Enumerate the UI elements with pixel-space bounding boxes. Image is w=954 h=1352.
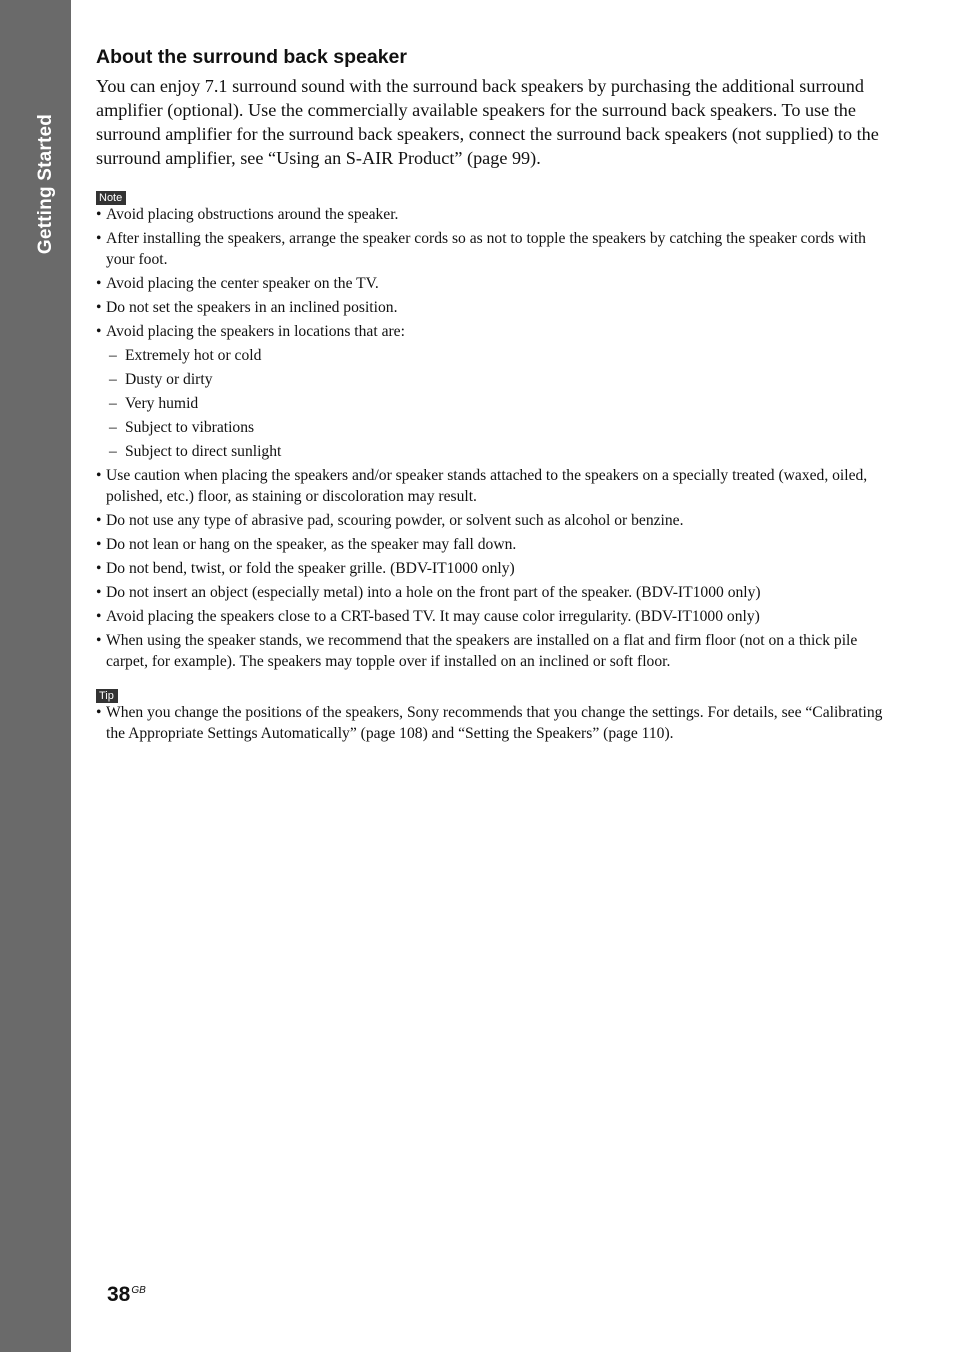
location-subitem: – Subject to direct sunlight (96, 441, 896, 462)
location-subitem: – Extremely hot or cold (96, 345, 896, 366)
note-item: • Avoid placing the center speaker on the TV. (96, 273, 896, 294)
note-item: • When using the speaker stands, we recommend that the speakers are installed on a flat and firm floor (not on a thick pile carpet, for example). The speakers may topple over if installed on an inclined or soft floor. (96, 630, 896, 672)
note-item: • After installing the speakers, arrange the speaker cords so as not to topple the speakers by catching the speaker cords with your foot. (96, 228, 896, 270)
note-badge: Note (96, 191, 126, 205)
tip-item: • When you change the positions of the speakers, Sony recommends that you change the settings. For details, see “Calibrating the Appropriate Settings Automatically” (page 108) and “Setting the Speakers” (page 110). (96, 702, 896, 744)
location-subitem: – Very humid (96, 393, 896, 414)
note-item: • Do not insert an object (especially metal) into a hole on the front part of the speaker. (BDV-IT1000 only) (96, 582, 896, 603)
tip-badge-container (96, 686, 896, 702)
note-item: • Do not lean or hang on the speaker, as the speaker may fall down. (96, 534, 896, 555)
side-tab-label: Getting Started (35, 113, 56, 255)
note-item: • Do not use any type of abrasive pad, scouring powder, or solvent such as alcohol or benzine. (96, 510, 896, 531)
page-number (107, 1283, 146, 1307)
note-item: • Do not set the speakers in an inclined position. (96, 297, 896, 318)
page-content (96, 44, 896, 747)
note-item: • Use caution when placing the speakers and/or speaker stands attached to the speakers on a specially treated (waxed, oiled, polished, etc.) floor, as staining or discoloration may result. (96, 465, 896, 507)
section-heading: About the surround back speaker (96, 46, 407, 68)
page-number-value: 38 (107, 1283, 131, 1306)
location-subitem: – Dusty or dirty (96, 369, 896, 390)
section-intro: You can enjoy 7.1 surround sound with the surround back speakers by purchasing the additional surround amplifier (optional). Use the commercially available speakers for the surround back speakers. To use the surround amplifier for the surround back speakers, connect the surround back speakers (not supplied) to the surround amplifier, see “Using an S-AIR Product” (page 99). (96, 76, 879, 168)
location-sublist (96, 345, 896, 462)
note-list (96, 204, 896, 342)
note-item: • Avoid placing the speakers close to a CRT-based TV. It may cause color irregularity. (BDV-IT1000 only) (96, 606, 896, 627)
tip-badge: Tip (96, 689, 118, 703)
location-subitem: – Subject to vibrations (96, 417, 896, 438)
side-tab (0, 0, 71, 1352)
note-item: • Do not bend, twist, or fold the speaker grille. (BDV-IT1000 only) (96, 558, 896, 579)
tip-list (96, 702, 896, 744)
note-badge-container (96, 188, 896, 204)
note-item: • Avoid placing obstructions around the speaker. (96, 204, 896, 225)
note-list-continued (96, 465, 896, 672)
page-number-suffix: GB (131, 1285, 146, 1296)
note-item: • Avoid placing the speakers in locations that are: (96, 321, 896, 342)
